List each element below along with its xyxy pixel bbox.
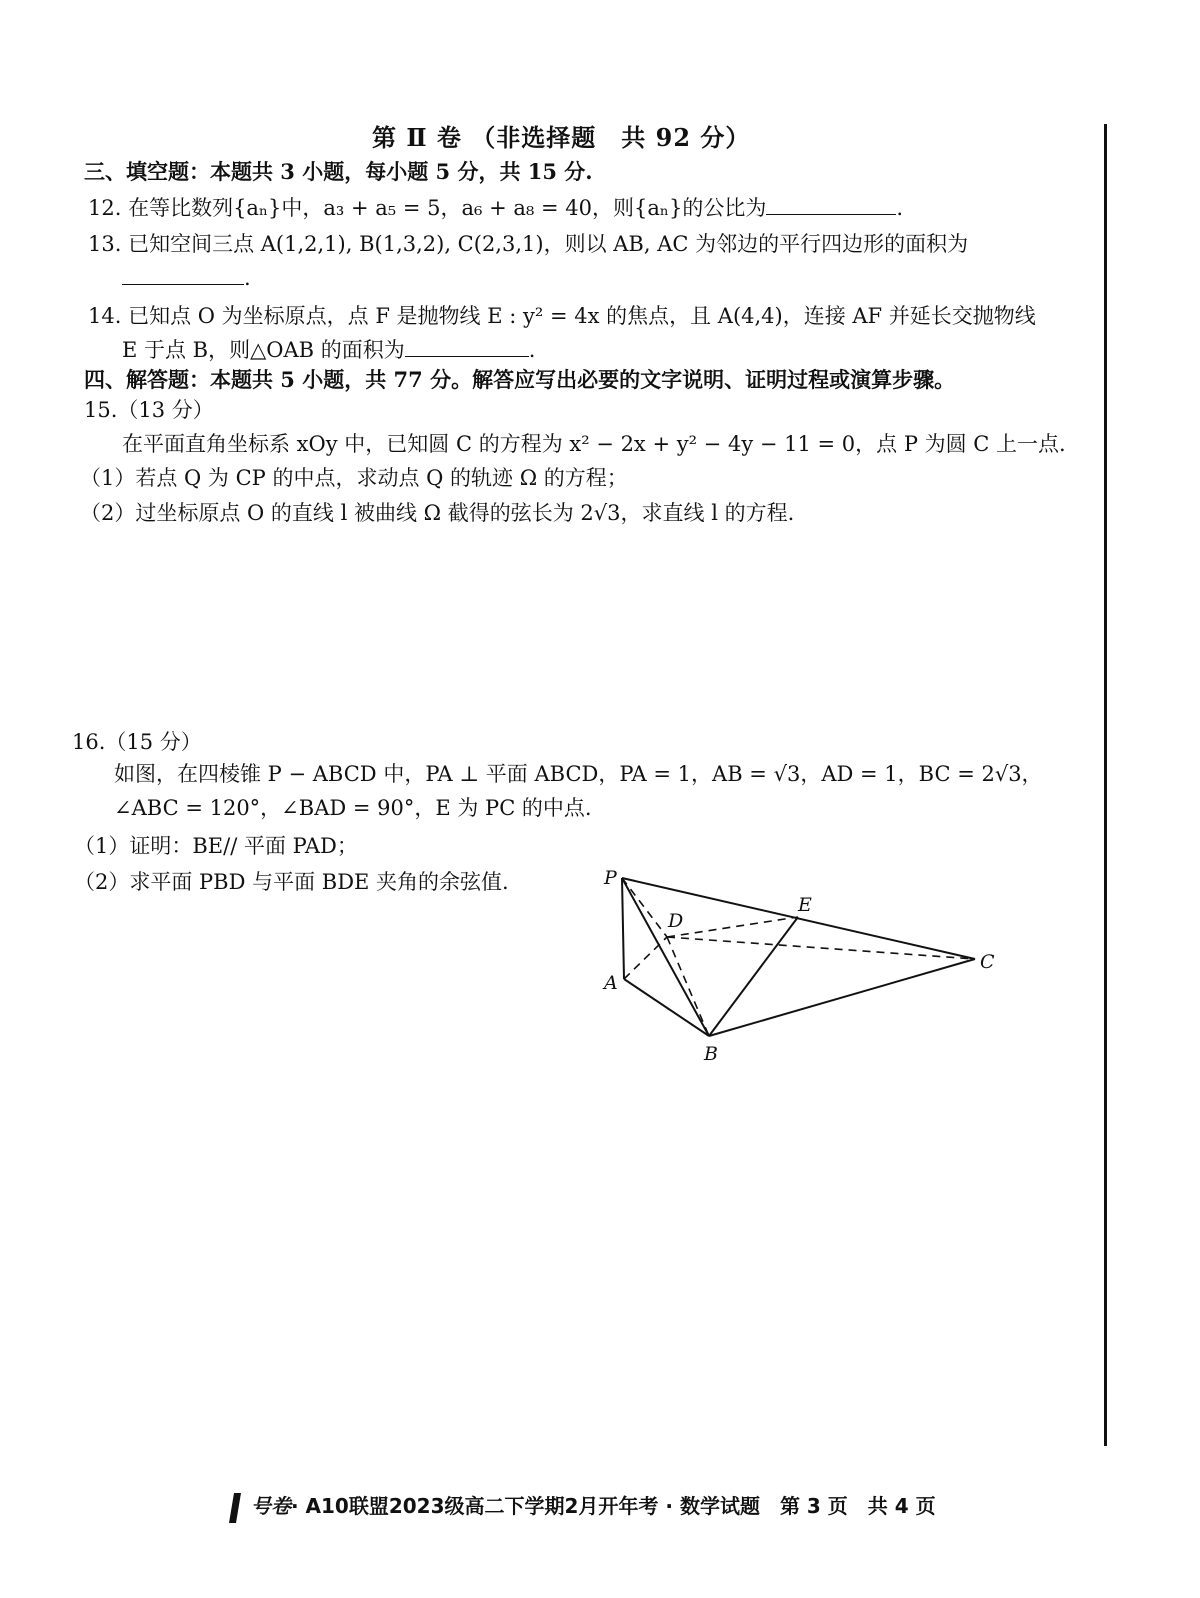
question-12-text: 12. 在等比数列{aₙ}中，a₃ + a₅ = 5，a₆ + a₈ = 40，则{aₙ}的公比为: [88, 196, 767, 220]
label-B: B: [704, 1043, 718, 1065]
label-C: C: [980, 951, 995, 973]
answer-blank-12: [766, 194, 896, 215]
footer-text: · A10联盟2023级高二下学期2月开年考 · 数学试题 第 3 页 共 4 页: [290, 1494, 936, 1518]
question-13-end: .: [244, 266, 251, 290]
label-P: P: [604, 867, 617, 889]
question-13-answer: [122, 264, 251, 292]
question-16-stem2: ∠ABC = 120°，∠BAD = 90°，E 为 PC 的中点.: [114, 796, 592, 820]
question-13: 13. 已知空间三点 A(1,2,1), B(1,3,2), C(2,3,1)，则以 AB, AC 为邻边的平行四边形的面积为: [88, 232, 969, 256]
edge-PA: [622, 878, 624, 979]
label-A: A: [604, 972, 618, 994]
question-16-stem1: 如图，在四棱锥 P − ABCD 中，PA ⊥ 平面 ABCD，PA = 1，AB = √3，AD = 1，BC = 2√3，: [114, 762, 1043, 786]
edge-BC: [709, 959, 975, 1036]
part3-heading: 三、填空题：本题共 3 小题，每小题 5 分，共 15 分.: [84, 159, 593, 184]
question-12: [88, 194, 903, 222]
edge-AD: [624, 937, 667, 979]
answer-blank-14: [405, 336, 529, 357]
pyramid-figure: [590, 860, 1010, 1070]
question-14-text: E 于点 B，则△OAB 的面积为: [122, 338, 405, 362]
question-16-sub1: （1）证明：BE// 平面 PAD；: [74, 834, 358, 858]
edge-BE: [709, 917, 798, 1036]
part4-heading: 四、解答题：本题共 5 小题，共 77 分。解答应写出必要的文字说明、证明过程或演算步骤。: [84, 367, 956, 392]
answer-blank-13: [122, 264, 244, 285]
edge-DE: [667, 917, 798, 937]
question-15-sub1: （1）若点 Q 为 CP 的中点，求动点 Q 的轨迹 Ω 的方程；: [80, 466, 628, 490]
question-14-line1: 14. 已知点 O 为坐标原点，点 F 是抛物线 E : y² = 4x 的焦点，且 A(4,4)，连接 AF 并延长交抛物线: [88, 304, 1036, 328]
footer-brand: 号卷: [250, 1494, 291, 1518]
question-14-line2: [122, 336, 535, 364]
page-footer: [226, 1490, 936, 1524]
brand-mark-icon: [226, 1492, 244, 1524]
margin-rule: [1104, 124, 1107, 1446]
question-15-stem: 在平面直角坐标系 xOy 中，已知圆 C 的方程为 x² − 2x + y² − 4y − 11 = 0，点 P 为圆 C 上一点.: [122, 432, 1066, 456]
question-12-end: .: [896, 196, 904, 220]
question-16-number: 16.（15 分）: [72, 730, 202, 754]
question-15-sub2: （2）过坐标原点 O 的直线 l 被曲线 Ω 截得的弦长为 2√3，求直线 l 的方程.: [80, 501, 795, 525]
question-14-end: .: [528, 338, 536, 362]
label-D: D: [668, 910, 684, 932]
section-title: 第 Ⅱ 卷 （非选择题 共 92 分）: [372, 123, 751, 152]
question-15-number: 15.（13 分）: [84, 398, 214, 422]
label-E: E: [798, 894, 812, 916]
question-16-sub2: （2）求平面 PBD 与平面 BDE 夹角的余弦值.: [74, 870, 509, 894]
edge-PB: [622, 878, 709, 1036]
